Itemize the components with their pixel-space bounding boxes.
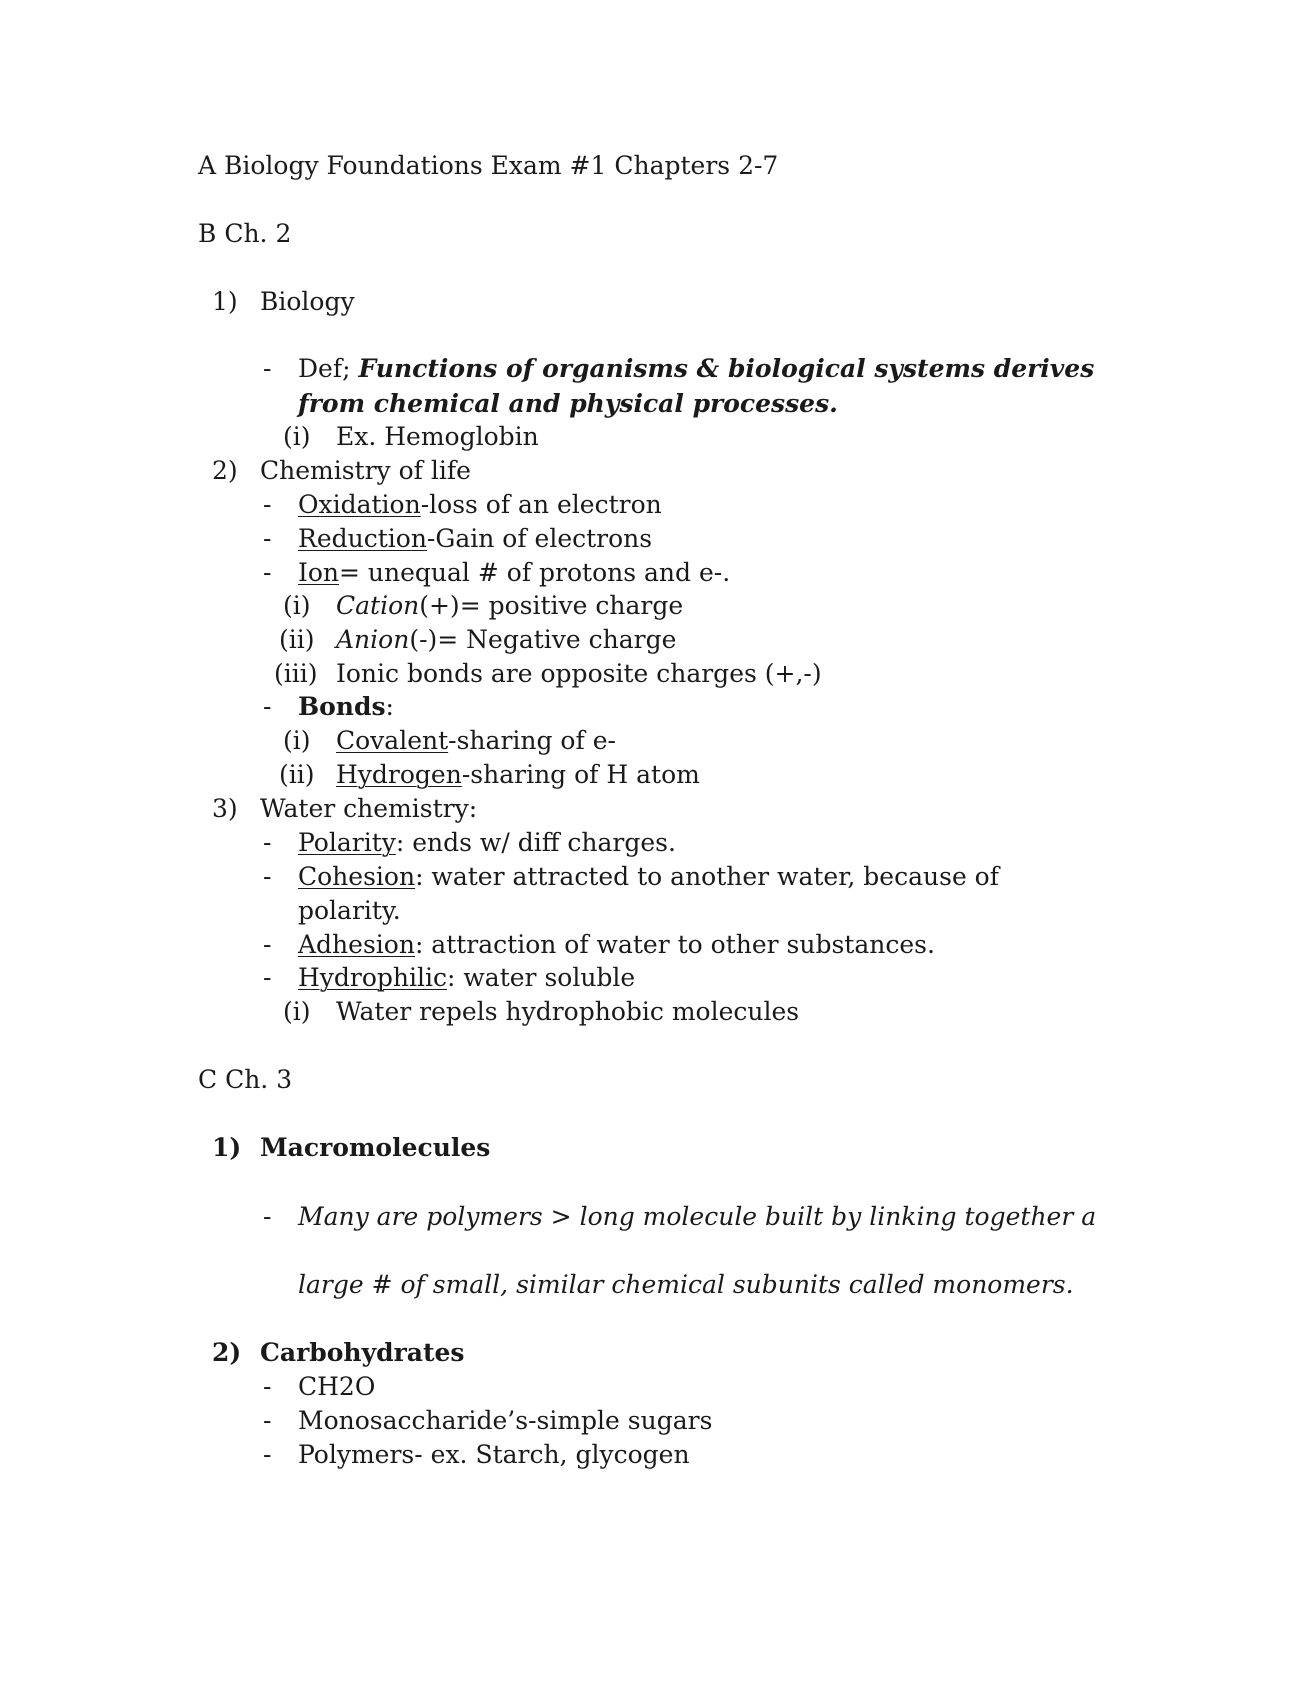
bullet-dash: -	[263, 490, 272, 519]
chapter-2-heading: B Ch. 2	[198, 219, 292, 248]
anion-text: (-)= Negative charge	[409, 625, 677, 654]
reduction-text: -Gain of electrons	[426, 524, 653, 553]
chapter-3-heading: C Ch. 3	[198, 1065, 293, 1094]
section-number: 2)	[212, 456, 238, 485]
hydrogen-line	[336, 762, 700, 787]
covalent-text: -sharing of e-	[448, 726, 616, 755]
bonds-term: Bonds	[298, 692, 386, 721]
item-number: (i)	[283, 591, 311, 620]
bullet-dash: -	[263, 692, 272, 721]
section-number: 3)	[212, 794, 238, 823]
anion-term: Anion	[336, 625, 410, 654]
bullet-dash: -	[263, 930, 272, 959]
cohesion-line-2: polarity.	[298, 896, 401, 925]
cohesion-line	[298, 864, 999, 889]
section-number: 1)	[212, 1133, 242, 1162]
polymers-line-1: Many are polymers > long molecule built by linking together a	[298, 1202, 1097, 1231]
hydrophilic-line	[298, 965, 635, 990]
adhesion-term: Adhesion	[298, 930, 415, 959]
bullet-dash: -	[263, 354, 272, 383]
section-number: 2)	[212, 1338, 242, 1367]
oxidation-line	[298, 492, 662, 517]
ion-term: Ion	[298, 558, 340, 587]
bullet-dash: -	[263, 558, 272, 587]
oxidation-text: -loss of an electron	[420, 490, 662, 519]
bonds-colon: :	[385, 692, 394, 721]
page-title: A Biology Foundations Exam #1 Chapters 2-7	[198, 151, 779, 180]
reduction-term: Reduction	[298, 524, 427, 553]
hydrophilic-term: Hydrophilic	[298, 963, 448, 992]
cation-text: (+)= positive charge	[419, 591, 684, 620]
bullet-dash: -	[263, 524, 272, 553]
carb-item-ch2o: CH2O	[298, 1372, 376, 1401]
def-prefix: Def;	[298, 354, 359, 383]
bullet-dash: -	[263, 1406, 272, 1435]
bullet-dash: -	[263, 1440, 272, 1469]
polarity-term: Polarity	[298, 828, 396, 857]
hydrogen-text: -sharing of H atom	[461, 760, 700, 789]
section-title-water: Water chemistry:	[260, 794, 478, 823]
section-number: 1)	[212, 287, 238, 316]
bullet-dash: -	[263, 862, 272, 891]
item-number: (ii)	[279, 760, 315, 789]
section-title-carbohydrates: Carbohydrates	[260, 1338, 465, 1367]
adhesion-line	[298, 932, 935, 957]
definition-line-2: from chemical and physical processes.	[298, 389, 838, 418]
bullet-dash: -	[263, 828, 272, 857]
bullet-dash: -	[263, 1202, 272, 1231]
def-text: Functions of organisms & biological systems derives	[358, 354, 1095, 383]
covalent-line	[336, 728, 616, 753]
covalent-term: Covalent	[336, 726, 449, 755]
definition-line	[298, 356, 1094, 381]
hydrophilic-text: : water soluble	[447, 963, 636, 992]
cation-term: Cation	[336, 591, 420, 620]
ion-text: = unequal # of protons and e-.	[339, 558, 731, 587]
bullet-dash: -	[263, 1372, 272, 1401]
item-number: (i)	[283, 726, 311, 755]
polymers-line-2: large # of small, similar chemical subunits called monomers.	[298, 1270, 1074, 1299]
section-title-macromolecules: Macromolecules	[260, 1133, 491, 1162]
cation-line	[336, 593, 683, 618]
section-title-biology: Biology	[260, 287, 355, 316]
bonds-line	[298, 694, 394, 719]
hydrogen-term: Hydrogen	[336, 760, 462, 789]
item-number: (ii)	[279, 625, 315, 654]
carb-item-monosaccharides: Monosaccharide’s-simple sugars	[298, 1406, 713, 1435]
example-hemoglobin: Ex. Hemoglobin	[336, 422, 539, 451]
item-number: (i)	[283, 422, 311, 451]
polarity-text: : ends w/ diff charges.	[395, 828, 676, 857]
ion-line	[298, 560, 730, 585]
oxidation-term: Oxidation	[298, 490, 421, 519]
item-number: (iii)	[274, 659, 318, 688]
reduction-line	[298, 526, 652, 551]
item-number: (i)	[283, 997, 311, 1026]
ionic-bonds-line: Ionic bonds are opposite charges (+,-)	[336, 659, 822, 688]
bullet-dash: -	[263, 963, 272, 992]
polarity-line	[298, 830, 676, 855]
carb-item-polymers: Polymers- ex. Starch, glycogen	[298, 1440, 690, 1469]
section-title-chemistry: Chemistry of life	[260, 456, 471, 485]
adhesion-text: : attraction of water to other substances.	[414, 930, 935, 959]
water-repels-line: Water repels hydrophobic molecules	[336, 997, 800, 1026]
cohesion-term: Cohesion	[298, 862, 416, 891]
anion-line	[336, 627, 676, 652]
cohesion-text: : water attracted to another water, because of	[415, 862, 999, 891]
